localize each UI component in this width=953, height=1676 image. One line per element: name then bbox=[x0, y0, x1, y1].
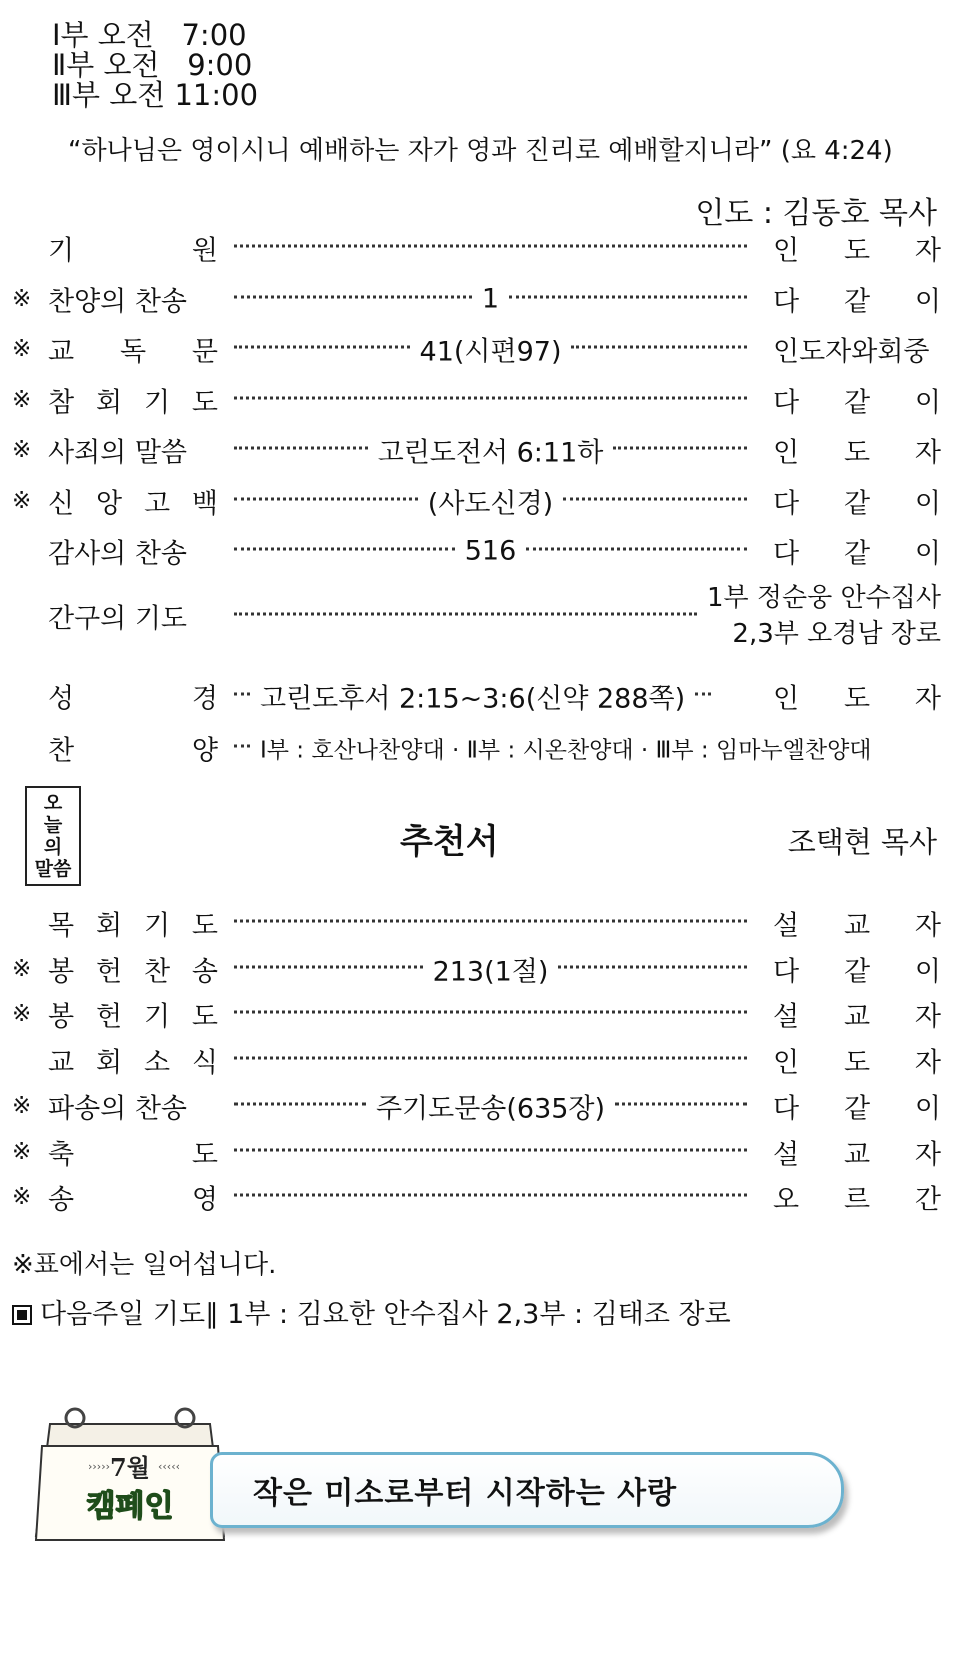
row-middle bbox=[230, 1013, 751, 1016]
row-person: 다 같 이 bbox=[773, 538, 941, 570]
campaign-month: 7월 bbox=[110, 1453, 150, 1482]
row-label: 축 도 bbox=[48, 1139, 218, 1170]
next-week-prayer: 다음주일 기도∥ 1부 : 김요한 안수집사 2,3부 : 김태조 장로 bbox=[12, 1292, 731, 1331]
row-label: 목 회 기 도 bbox=[48, 910, 218, 942]
order-row bbox=[12, 1177, 941, 1217]
row-middle bbox=[230, 1150, 751, 1153]
order-row bbox=[12, 531, 941, 571]
scripture-verse: “하나님은 영이시니 예배하는 자가 영과 진리로 예배할지니라” (요 4:24) bbox=[68, 136, 893, 166]
campaign-slogan: 작은 미소로부터 시작하는 사랑 bbox=[253, 1476, 678, 1511]
order-row bbox=[12, 430, 941, 470]
order-row bbox=[12, 380, 941, 420]
stand-mark: ※ bbox=[12, 285, 32, 312]
stand-mark: ※ bbox=[12, 1001, 32, 1028]
row-person: 인 도 자 bbox=[773, 1047, 941, 1079]
row-middle: 주기도문송(635장) bbox=[230, 1086, 751, 1125]
row-person: 다 같 이 bbox=[773, 387, 941, 418]
row-label: 송 영 bbox=[48, 1184, 218, 1216]
row-person: 인도자와회중 bbox=[773, 336, 930, 368]
row-person: 설 교 자 bbox=[773, 1139, 941, 1170]
svg-text:‹‹‹‹‹: ‹‹‹‹‹ bbox=[158, 1460, 180, 1473]
row-label: 교 회 소 식 bbox=[48, 1047, 218, 1079]
calendar-icon bbox=[30, 1406, 225, 1546]
row-middle: (사도신경) bbox=[230, 481, 751, 520]
todays-word-box: 오 늘 의 말씀 bbox=[25, 786, 81, 886]
order-row bbox=[12, 1086, 941, 1126]
row-dots bbox=[230, 615, 701, 618]
stand-mark: ※ bbox=[12, 1092, 32, 1119]
row-person: 1부 정순웅 안수집사 2,3부 오경남 장로 bbox=[707, 583, 941, 649]
stand-mark: ※ bbox=[12, 1184, 32, 1211]
order-row bbox=[12, 228, 941, 268]
row-middle bbox=[230, 1196, 751, 1199]
order-row bbox=[12, 949, 941, 989]
row-label: 사죄의 말씀 bbox=[48, 437, 187, 469]
row-label: 파송의 찬송 bbox=[48, 1093, 187, 1125]
row-person: 다 같 이 bbox=[773, 956, 941, 988]
order-row bbox=[12, 994, 941, 1034]
row-middle bbox=[230, 922, 751, 925]
row-middle: 고린도전서 6:11하 bbox=[230, 431, 751, 470]
order-row bbox=[12, 481, 941, 521]
row-label: 교 독 문 bbox=[48, 336, 218, 368]
row-label: 감사의 찬송 bbox=[48, 538, 187, 570]
standing-note: ※표에서는 일어섭니다. bbox=[12, 1250, 277, 1280]
choir-row: 찬 양 Ⅰ부 : 호산나찬양대 · Ⅱ부 : 시온찬양대 · Ⅲ부 : 임마누엘찬양대 bbox=[48, 735, 872, 767]
row-label: 기 원 bbox=[48, 235, 218, 267]
row-person: 다 같 이 bbox=[773, 1093, 941, 1125]
row-label: 신 앙 고 백 bbox=[48, 488, 218, 519]
stand-mark: ※ bbox=[12, 487, 32, 514]
square-bullet-icon bbox=[12, 1305, 32, 1325]
intercession-prayer-row bbox=[12, 583, 941, 649]
stand-mark: ※ bbox=[12, 955, 32, 982]
order-row bbox=[12, 1132, 941, 1172]
row-person: 다 같 이 bbox=[773, 286, 941, 317]
order-row bbox=[12, 903, 941, 943]
order-row bbox=[12, 279, 941, 319]
campaign-word: 캠페인 bbox=[86, 1489, 174, 1524]
service-time-2: Ⅱ부 오전 9:00 bbox=[52, 48, 253, 82]
row-label: 찬양의 찬송 bbox=[48, 286, 187, 317]
sermon-title: 추천서 bbox=[400, 822, 499, 862]
service-time-3: Ⅲ부 오전 11:00 bbox=[52, 78, 259, 112]
row-middle: 213(1절) bbox=[230, 949, 751, 988]
row-person: 설 교 자 bbox=[773, 910, 941, 942]
row-person: 오 르 간 bbox=[773, 1184, 941, 1216]
row-middle bbox=[230, 398, 751, 401]
stand-mark: ※ bbox=[12, 1138, 32, 1165]
order-row bbox=[12, 329, 941, 369]
row-middle bbox=[230, 1059, 751, 1062]
row-middle: 41(시편97) bbox=[230, 330, 751, 369]
preacher: 조택현 목사 bbox=[787, 825, 937, 859]
row-label: 봉 헌 기 도 bbox=[48, 1001, 218, 1033]
row-middle: 516 bbox=[230, 536, 751, 567]
stand-mark: ※ bbox=[12, 336, 32, 362]
stand-mark: ※ bbox=[12, 437, 32, 463]
order-row bbox=[12, 1040, 941, 1080]
row-person: 다 같 이 bbox=[773, 488, 941, 519]
row-label: 봉 헌 찬 송 bbox=[48, 956, 218, 988]
row-label: 간구의 기도 bbox=[48, 603, 187, 635]
worship-leader: 인도 : 김동호 목사 bbox=[695, 196, 937, 231]
stand-mark: ※ bbox=[12, 386, 32, 413]
row-person: 설 교 자 bbox=[773, 1001, 941, 1033]
row-person: 인 도 자 bbox=[773, 437, 941, 469]
campaign-banner bbox=[210, 1452, 844, 1528]
svg-text:›››››: ››››› bbox=[88, 1460, 110, 1473]
row-label: 참 회 기 도 bbox=[48, 387, 218, 418]
row-person: 인 도 자 bbox=[773, 235, 941, 267]
row-middle: 1 bbox=[230, 283, 751, 314]
service-time-1: Ⅰ부 오전 7:00 bbox=[52, 18, 247, 52]
scripture-row: 성 경 고린도후서 2:15~3:6(신약 288쪽) 인 도 자 bbox=[48, 683, 941, 715]
row-middle bbox=[230, 247, 751, 250]
